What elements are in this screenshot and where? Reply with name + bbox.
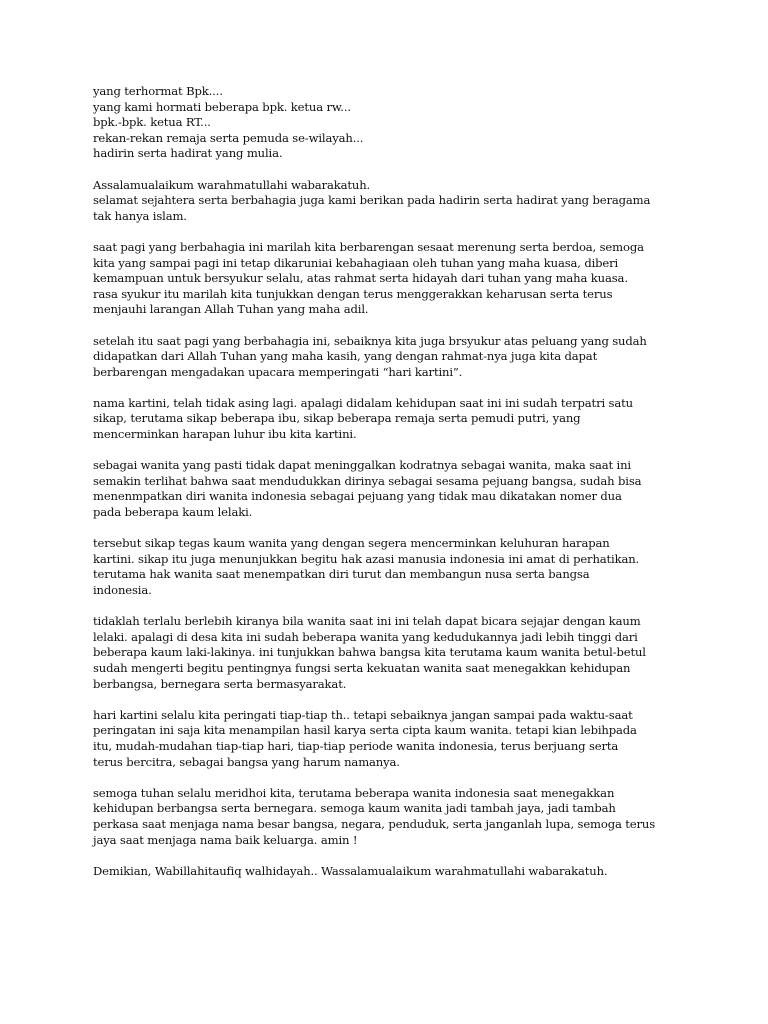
body-paragraph <box>93 536 693 598</box>
text-line: rasa syukur itu marilah kita tunjukkan dengan terus menggerakkan keharusan serta terus <box>93 286 613 301</box>
text-line: menjauhi larangan Allah Tuhan yang maha adil. <box>93 302 369 317</box>
body-paragraph <box>93 334 693 381</box>
text-line: indonesia. <box>93 583 152 597</box>
text-line: terutama hak wanita saat menempatkan diri turut dan membangun nusa serta bangsa <box>93 567 590 582</box>
text-line: rekan-rekan remaja serta pemuda se-wilayah... <box>93 130 364 145</box>
greeting-paragraph <box>93 178 693 225</box>
text-line: sudah mengerti begitu pentingnya fungsi serta kekuatan wanita saat menegakkan kehidupan <box>93 660 631 675</box>
text-line: tersebut sikap tegas kaum wanita yang dengan segera mencerminkan keluhuran harapan <box>93 536 610 551</box>
text-line: nama kartini, telah tidak asing lagi. apalagi didalam kehidupan saat ini ini sudah terpatri satu <box>93 395 633 410</box>
text-line: tidaklah terlalu berlebih kiranya bila wanita saat ini ini telah dapat bicara sejajar dengan kaum <box>93 614 641 629</box>
text-line: didapatkan dari Allah Tuhan yang maha kasih, yang dengan rahmat-nya juga kita dapat <box>93 349 598 364</box>
body-paragraph <box>93 786 693 848</box>
text-line: yang terhormat Bpk.... <box>93 84 223 98</box>
text-line: yang kami hormati beberapa bpk. ketua rw... <box>93 99 351 114</box>
text-line: Demikian, Wabillahitaufiq walhidayah.. Wassalamualaikum warahmatullahi wabarakatuh. <box>93 863 608 878</box>
salutation-paragraph <box>93 84 693 162</box>
text-line: perkasa saat menjaga nama besar bangsa, negara, penduduk, serta janganlah lupa, semoga terus <box>93 816 655 831</box>
text-line: peringatan ini saja kita menampilan hasil karya serta cipta kaum wanita. tetapi kian lebihpada <box>93 723 637 738</box>
body-paragraph <box>93 614 693 692</box>
text-line: lelaki. apalagi di desa kita ini sudah beberapa wanita yang kedudukannya jadi lebih tinggi dari <box>93 629 638 644</box>
text-line: kita yang sampai pagi ini tetap dikaruniai kebahagiaan oleh tuhan yang maha kuasa, diberi <box>93 255 619 270</box>
text-line: beberapa kaum laki-lakinya. ini tunjukkan bahwa bangsa kita terutama kaum wanita betul-betul <box>93 645 646 660</box>
text-line: setelah itu saat pagi yang berbahagia ini, sebaiknya kita juga brsyukur atas peluang yang sudah <box>93 333 647 348</box>
text-line: jaya saat menjaga nama baik keluarga. amin ! <box>93 832 358 847</box>
body-paragraph <box>93 240 693 318</box>
text-line: selamat sejahtera serta berbahagia juga kami berikan pada hadirin serta hadirat yang beragama <box>93 193 651 208</box>
text-line: hadirin serta hadirat yang mulia. <box>93 146 283 161</box>
text-line: mencerminkan harapan luhur ibu kita kartini. <box>93 427 357 442</box>
text-line: sikap, terutama sikap beberapa ibu, sikap beberapa remaja serta pemudi putri, yang <box>93 411 581 426</box>
text-line: itu, mudah-mudahan tiap-tiap hari, tiap-tiap periode wanita indonesia, terus berjuang serta <box>93 738 619 753</box>
closing-paragraph <box>93 864 693 880</box>
text-line: terus bercitra, sebagai bangsa yang harum namanya. <box>93 754 400 769</box>
document-body <box>93 84 693 895</box>
text-line: kemampuan untuk bersyukur selalu, atas rahmat serta hidayah dari tuhan yang maha kuasa. <box>93 271 628 286</box>
body-paragraph <box>93 458 693 520</box>
text-line: kartini. sikap itu juga menunjukkan begitu hak azasi manusia indonesia ini amat di perhatikan. <box>93 551 640 566</box>
text-line: berbarengan mengadakan upacara memperingati “hari kartini”. <box>93 364 463 379</box>
body-paragraph <box>93 396 693 443</box>
text-line: saat pagi yang berbahagia ini marilah kita berbarengan sesaat merenung serta berdoa, semoga <box>93 239 644 254</box>
text-line: hari kartini selalu kita peringati tiap-tiap th.. tetapi sebaiknya jangan sampai pada waktu-saat <box>93 707 633 722</box>
text-line: bpk.-bpk. ketua RT... <box>93 115 211 130</box>
text-line: semakin terlihat bahwa saat mendudukkan dirinya sebagai sesama pejuang bangsa, sudah bisa <box>93 473 642 488</box>
text-line: berbangsa, bernegara serta bermasyarakat. <box>93 676 347 691</box>
text-line: sebagai wanita yang pasti tidak dapat meninggalkan kodratnya sebagai wanita, maka saat ini <box>93 458 631 473</box>
text-line: menenmpatkan diri wanita indonesia sebagai pejuang yang tidak mau dikatakan nomer dua <box>93 489 622 504</box>
body-paragraph <box>93 708 693 770</box>
text-line: tak hanya islam. <box>93 208 187 223</box>
text-line: pada beberapa kaum lelaki. <box>93 505 253 520</box>
text-line: kehidupan berbangsa serta bernegara. semoga kaum wanita jadi tambah jaya, jadi tambah <box>93 801 616 816</box>
text-line: semoga tuhan selalu meridhoi kita, terutama beberapa wanita indonesia saat menegakkan <box>93 785 615 800</box>
text-line: Assalamualaikum warahmatullahi wabarakatuh. <box>93 177 371 192</box>
